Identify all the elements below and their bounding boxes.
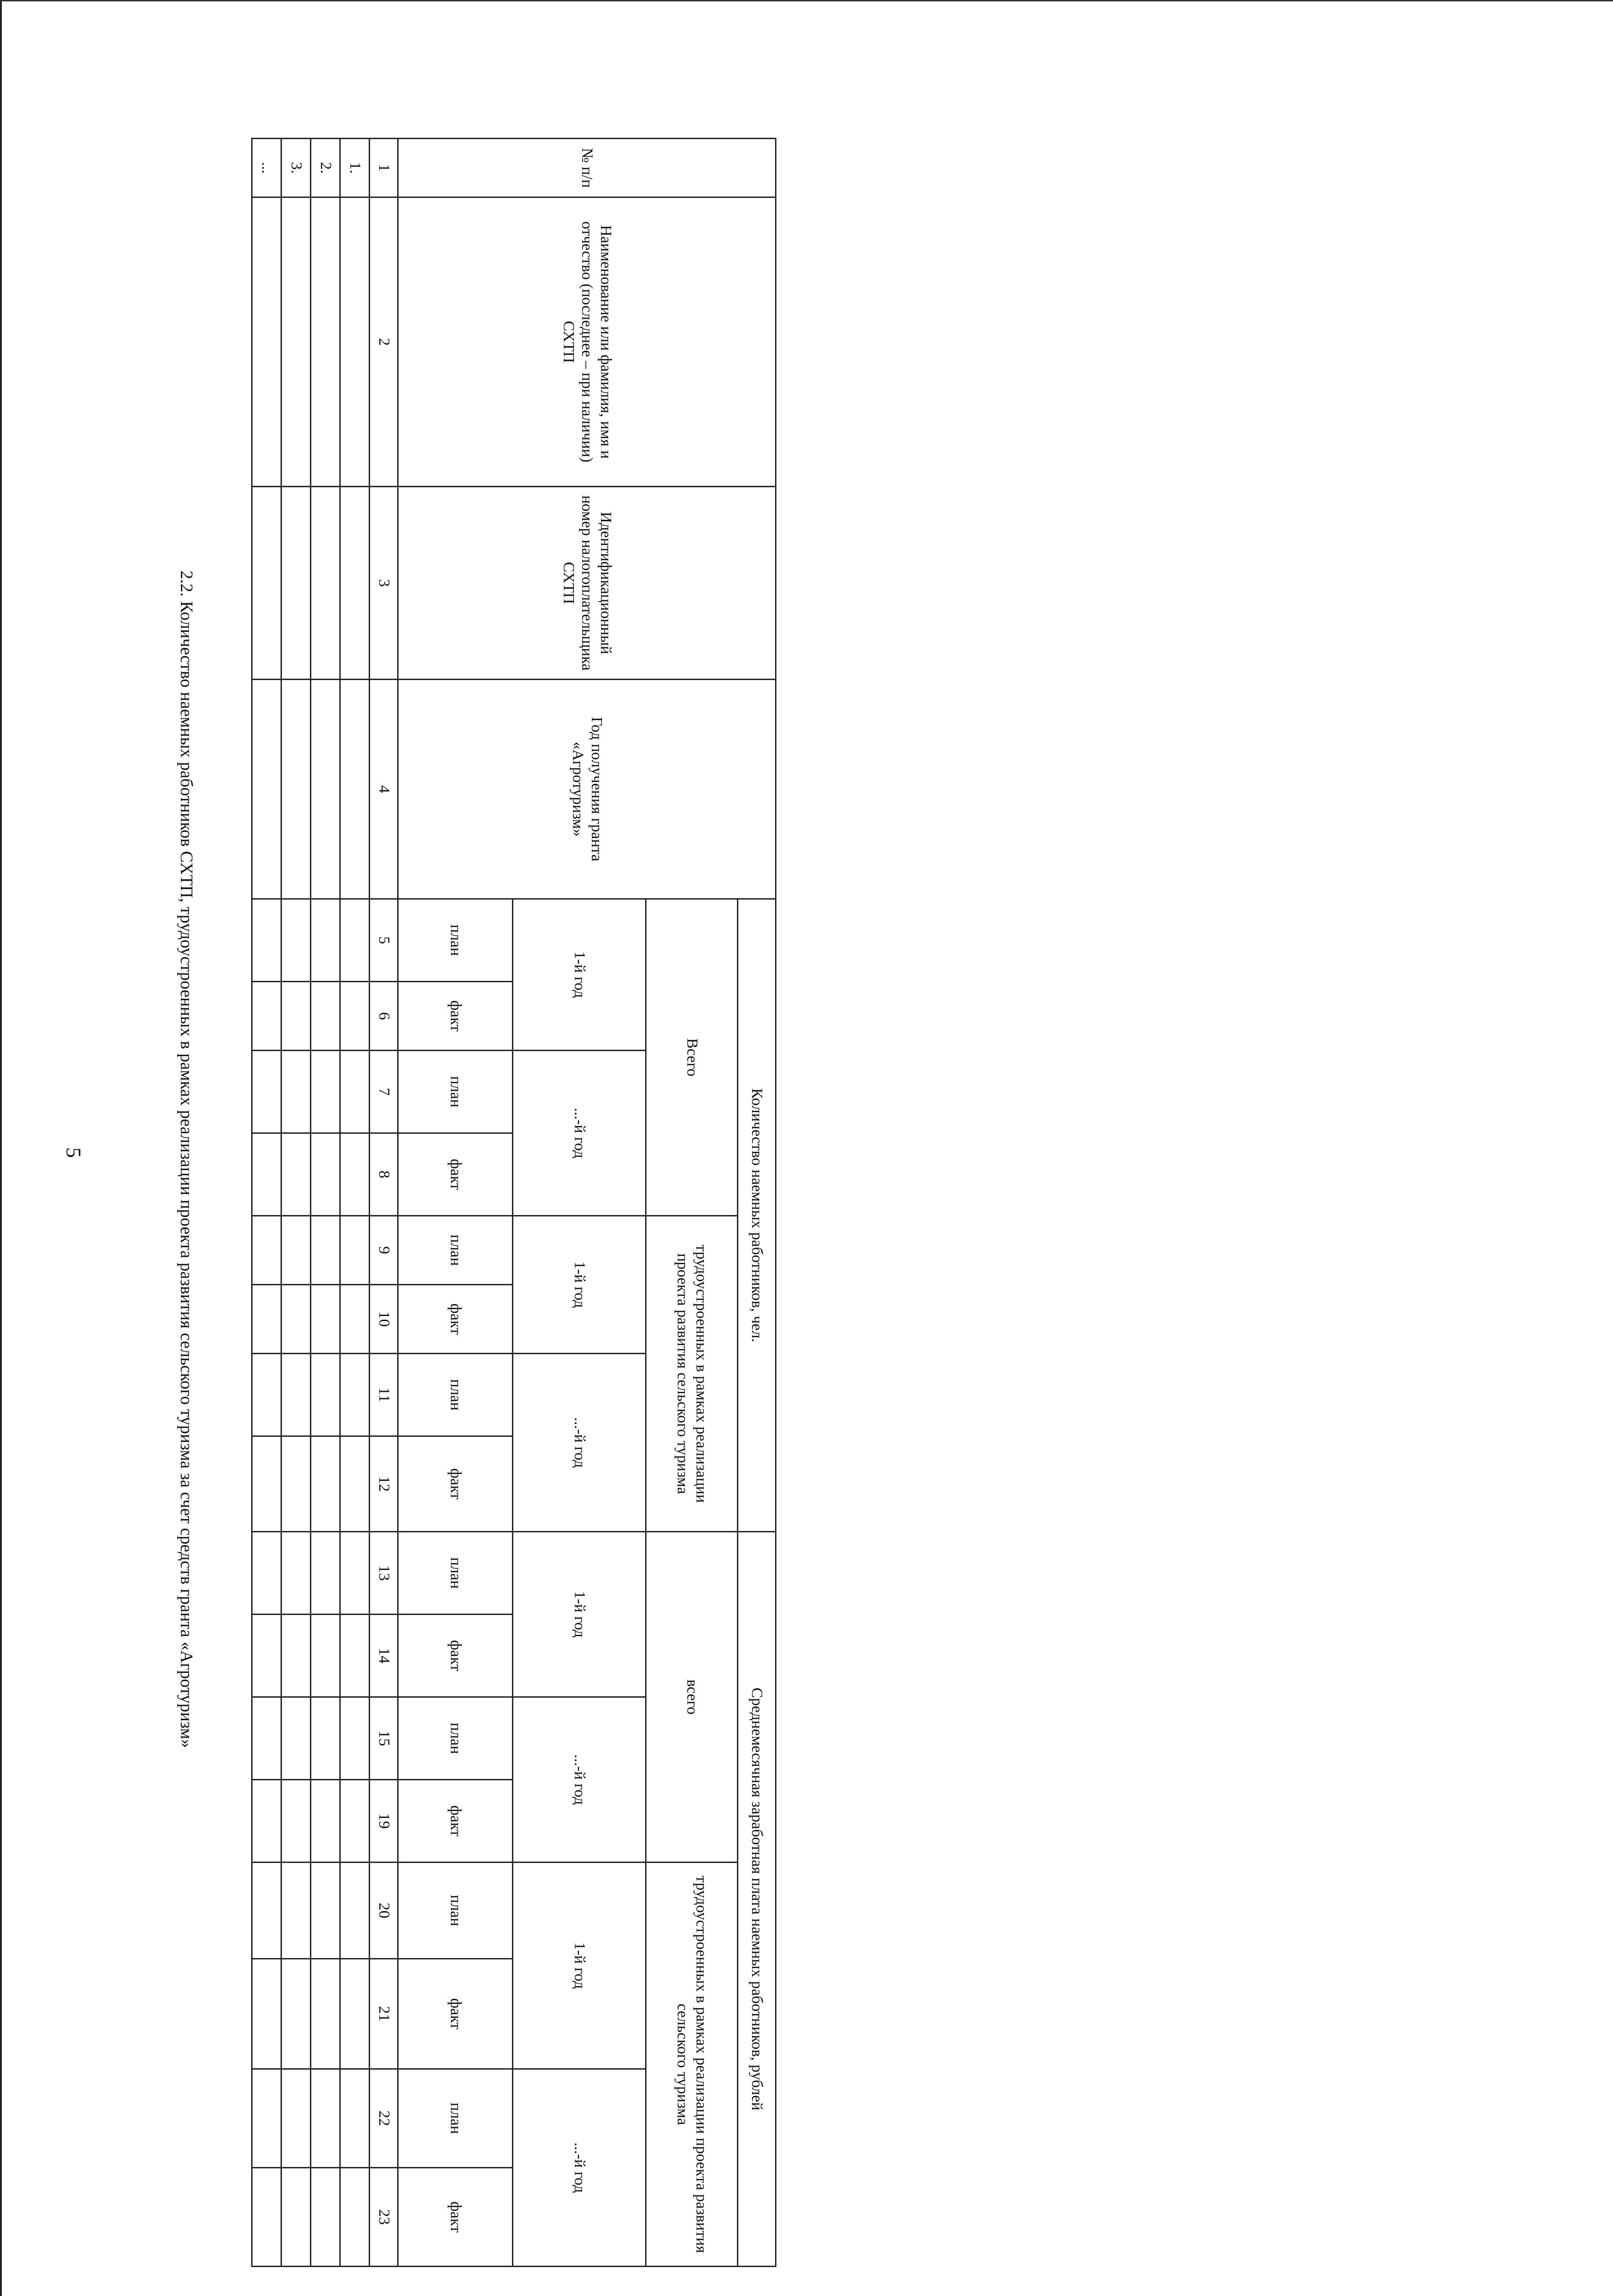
header-salary-total: всего: [646, 1532, 738, 1863]
header-fact: факт: [398, 982, 513, 1051]
table-cell[interactable]: [281, 1615, 311, 1697]
header-fact: факт: [398, 1436, 513, 1532]
header-year-n: ...-й год: [513, 1697, 646, 1863]
column-number: 14: [370, 1615, 398, 1697]
row-label: 3.: [281, 139, 311, 197]
header-workers-total: Всего: [646, 899, 738, 1216]
table-cell[interactable]: [311, 1615, 340, 1697]
table-cell[interactable]: [252, 1959, 281, 2069]
table-cell[interactable]: [340, 1354, 370, 1436]
header-plan: план: [398, 1216, 513, 1285]
column-number: 12: [370, 1436, 398, 1532]
column-number: 19: [370, 1780, 398, 1863]
table-cell[interactable]: [340, 1133, 370, 1216]
column-number: 21: [370, 1959, 398, 2069]
table-cell[interactable]: [311, 899, 340, 982]
table-cell[interactable]: [281, 1354, 311, 1436]
header-plan: план: [398, 1697, 513, 1780]
table-cell[interactable]: [340, 2069, 370, 2168]
table-cell[interactable]: [340, 2168, 370, 2267]
header-fact: факт: [398, 1780, 513, 1863]
table-cell[interactable]: [311, 1863, 340, 1959]
table-cell[interactable]: [340, 899, 370, 982]
table-cell[interactable]: [311, 1436, 340, 1532]
header-year-1: 1-й год: [513, 899, 646, 1051]
table-cell[interactable]: [252, 1436, 281, 1532]
table-cell[interactable]: [311, 2069, 340, 2168]
table-cell[interactable]: [281, 680, 311, 899]
table-cell[interactable]: [340, 1532, 370, 1615]
column-number: 10: [370, 1285, 398, 1354]
column-number: 23: [370, 2168, 398, 2267]
header-year-n: ...-й год: [513, 1354, 646, 1532]
table-cell[interactable]: [311, 1051, 340, 1133]
table-cell[interactable]: [252, 197, 281, 487]
table-cell[interactable]: [252, 2069, 281, 2168]
table-cell[interactable]: [340, 487, 370, 680]
table-row: [311, 139, 340, 2267]
header-avg-salary: Среднемесячная заработная плата наемных работников, рублей: [738, 1532, 776, 2267]
workers-table: [251, 138, 776, 2267]
table-cell[interactable]: [281, 2168, 311, 2267]
table-row: [252, 139, 281, 2267]
header-workers-count: Количество наемных работников, чел.: [738, 899, 776, 1532]
table-cell[interactable]: [311, 197, 340, 487]
column-number: 7: [370, 1051, 398, 1133]
table-cell[interactable]: [340, 680, 370, 899]
table-cell[interactable]: [311, 1285, 340, 1354]
table-cell[interactable]: [252, 2168, 281, 2267]
table-cell[interactable]: [252, 899, 281, 982]
table-cell[interactable]: [340, 1216, 370, 1285]
table-cell[interactable]: [311, 1532, 340, 1615]
table-cell[interactable]: [281, 1051, 311, 1133]
column-number: 22: [370, 2069, 398, 2168]
table-cell[interactable]: [252, 1285, 281, 1354]
table-cell[interactable]: [252, 1216, 281, 1285]
header-row-1: [738, 139, 776, 2267]
header-fact: факт: [398, 1959, 513, 2069]
table-cell[interactable]: [252, 1615, 281, 1697]
header-plan: план: [398, 1354, 513, 1436]
column-number: 13: [370, 1532, 398, 1615]
table-cell[interactable]: [311, 1133, 340, 1216]
table-cell[interactable]: [252, 680, 281, 899]
column-number: 4: [370, 680, 398, 899]
section-title: 2.2. Количество наемных работников СХТП, трудоустроенных в рамках реализации проекта развития сельского туризма за счет средств гранта «Агротуризм»: [177, 570, 196, 1748]
table-cell[interactable]: [252, 1051, 281, 1133]
table-cell[interactable]: [281, 487, 311, 680]
table-cell[interactable]: [252, 1697, 281, 1780]
table-cell[interactable]: [252, 1354, 281, 1436]
column-number: 9: [370, 1216, 398, 1285]
table-cell[interactable]: [340, 1615, 370, 1697]
column-number: 6: [370, 982, 398, 1051]
table-cell[interactable]: [311, 680, 340, 899]
row-label: 1.: [340, 139, 370, 197]
row-label: 2.: [311, 139, 340, 197]
table-cell[interactable]: [311, 2168, 340, 2267]
table-row: [340, 139, 370, 2267]
table-cell[interactable]: [252, 487, 281, 680]
column-number: 20: [370, 1863, 398, 1959]
column-number: 1: [370, 139, 398, 197]
header-year-n: ...-й год: [513, 2069, 646, 2267]
header-year-1: 1-й год: [513, 1216, 646, 1354]
table-cell[interactable]: [340, 1051, 370, 1133]
column-number: 5: [370, 899, 398, 982]
header-plan: план: [398, 1532, 513, 1615]
table-cell[interactable]: [281, 1285, 311, 1354]
table-cell[interactable]: [281, 1863, 311, 1959]
table-cell[interactable]: [281, 1697, 311, 1780]
header-fact: факт: [398, 1133, 513, 1216]
table-cell[interactable]: [340, 1959, 370, 2069]
header-year-n: ...-й год: [513, 1051, 646, 1216]
table-cell[interactable]: [340, 197, 370, 487]
table-cell[interactable]: [340, 1697, 370, 1780]
table-cell[interactable]: [252, 982, 281, 1051]
header-workers-employed: трудоустроенных в рамках реализации проекта развития сельского туризма: [646, 1216, 738, 1532]
table-cell[interactable]: [340, 1780, 370, 1863]
table-cell[interactable]: [281, 2069, 311, 2168]
header-plan: план: [398, 899, 513, 982]
header-year-1: 1-й год: [513, 1532, 646, 1697]
header-grant-year: Год получения гранта «Агротуризм»: [398, 680, 776, 899]
table-cell[interactable]: [252, 1780, 281, 1863]
table-cell[interactable]: [340, 982, 370, 1051]
table-cell[interactable]: [281, 1216, 311, 1285]
column-number-row: [370, 139, 398, 2267]
header-plan: план: [398, 1051, 513, 1133]
table-cell[interactable]: [311, 982, 340, 1051]
table-cell[interactable]: [281, 197, 311, 487]
table-cell[interactable]: [281, 899, 311, 982]
header-year-1: 1-й год: [513, 1863, 646, 2069]
header-fact: факт: [398, 1615, 513, 1697]
table-cell[interactable]: [340, 1863, 370, 1959]
table-cell[interactable]: [252, 1863, 281, 1959]
table-cell[interactable]: [311, 1354, 340, 1436]
header-plan: план: [398, 2069, 513, 2168]
table-cell[interactable]: [281, 1436, 311, 1532]
header-name: Наименование или фамилия, имя и отчество (последнее – при наличии) СХТП: [398, 197, 776, 487]
column-number: 8: [370, 1133, 398, 1216]
table-cell[interactable]: [252, 1133, 281, 1216]
table-cell[interactable]: [340, 1285, 370, 1354]
table-cell[interactable]: [252, 1532, 281, 1615]
header-fact: факт: [398, 1285, 513, 1354]
table-cell[interactable]: [281, 982, 311, 1051]
table-cell[interactable]: [311, 1216, 340, 1285]
table-cell[interactable]: [311, 1780, 340, 1863]
table-cell[interactable]: [311, 487, 340, 680]
table-cell[interactable]: [281, 1133, 311, 1216]
table-row: [281, 139, 311, 2267]
table-cell[interactable]: [311, 1959, 340, 2069]
header-fact: факт: [398, 2168, 513, 2267]
page-number: 5: [62, 1147, 85, 1158]
column-number: 15: [370, 1697, 398, 1780]
header-plan: план: [398, 1863, 513, 1959]
row-label: ...: [252, 139, 281, 197]
table-cell[interactable]: [311, 1697, 340, 1780]
table-cell[interactable]: [281, 1959, 311, 2069]
header-no: № п/п: [398, 139, 776, 197]
column-number: 2: [370, 197, 398, 487]
column-number: 11: [370, 1354, 398, 1436]
table-cell[interactable]: [281, 1532, 311, 1615]
table-cell[interactable]: [340, 1436, 370, 1532]
column-number: 3: [370, 487, 398, 680]
header-inn: Идентификационный номер налогоплательщика СХТП: [398, 487, 776, 680]
table-cell[interactable]: [281, 1780, 311, 1863]
header-salary-employed: трудоустроенных в рамках реализации проекта развития сельского туризма: [646, 1863, 738, 2267]
